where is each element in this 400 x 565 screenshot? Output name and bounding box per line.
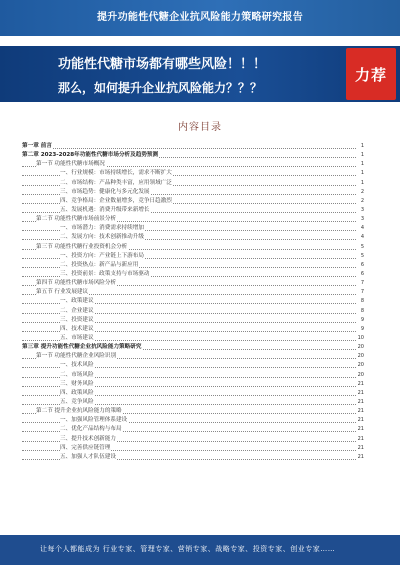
toc-entry-label: 一、政策建议 <box>60 298 94 305</box>
toc-entry-page: 21 <box>357 435 364 442</box>
toc-entry-page: 21 <box>357 417 364 424</box>
toc-entry-label: 一、加强风险管理体系建设 <box>60 417 128 424</box>
toc-entry-page: 6 <box>360 261 364 268</box>
toc-entry[interactable] <box>22 316 364 325</box>
toc-entry[interactable] <box>22 179 364 188</box>
toc-entry[interactable] <box>22 325 364 334</box>
toc-entry[interactable] <box>22 334 364 343</box>
toc-entry-label: 第二节 功能性代糖市场前景分析 <box>36 216 117 223</box>
toc-entry-page: 21 <box>357 408 364 415</box>
toc-entry[interactable] <box>22 270 364 279</box>
toc-entry[interactable] <box>22 243 364 252</box>
toc-entry[interactable] <box>22 444 364 453</box>
toc-entry-label: 五、发展机遇：消费升级带来新增长 <box>60 206 150 213</box>
toc-entry[interactable] <box>22 371 364 380</box>
toc-entry-label: 二、发展方向：技术创新推动升级 <box>60 234 144 241</box>
toc-entry[interactable] <box>22 307 364 316</box>
toc-entry-label: 一、市场潜力：消费需求持续增加 <box>60 225 144 232</box>
toc-entry-page: 7 <box>360 280 364 287</box>
toc-entry-page: 21 <box>357 398 364 405</box>
banner-question: 功能性代糖市场都有哪些风险！！！ <box>58 57 267 72</box>
toc-entry-page: 4 <box>360 225 364 232</box>
toc-entry-page: 1 <box>360 152 364 159</box>
toc-entry-label: 第一节 功能性代糖市场概况 <box>36 161 105 168</box>
toc-entry-label: 三、提升技术创新能力 <box>60 435 116 442</box>
toc-entry[interactable] <box>22 224 364 233</box>
toc-entry[interactable] <box>22 297 364 306</box>
toc-title: 内容目录 <box>178 122 222 133</box>
toc-entry-page: 3 <box>360 216 364 223</box>
toc-entry-label: 二、市场风险 <box>60 371 94 378</box>
toc-entry[interactable] <box>22 142 364 151</box>
toc-entry-page: 5 <box>360 252 364 259</box>
toc-entry-page: 1 <box>360 179 364 186</box>
toc-entry-label: 二、市场结构：产品种类丰富，应用领域广泛 <box>60 179 172 186</box>
toc-entry-label: 四、技术建议 <box>60 325 94 332</box>
toc-entry-label: 四、竞争格局：企业数量增多，竞争日趋激烈 <box>60 197 172 204</box>
toc-entry-label: 第五节 行业发展建议 <box>36 289 89 296</box>
toc-entry[interactable] <box>22 435 364 444</box>
toc-entry[interactable] <box>22 233 364 242</box>
toc-entry-label: 五、市场建议 <box>60 334 94 341</box>
toc-entry[interactable] <box>22 160 364 169</box>
table-of-contents <box>22 142 364 462</box>
toc-entry-page: 10 <box>357 334 364 341</box>
toc-entry[interactable] <box>22 215 364 224</box>
toc-entry[interactable] <box>22 169 364 178</box>
toc-entry[interactable] <box>22 261 364 270</box>
toc-entry-label: 第四节 功能性代糖市场风险分析 <box>36 280 117 287</box>
toc-entry-page: 21 <box>357 453 364 460</box>
toc-entry-label: 四、政策风险 <box>60 389 94 396</box>
toc-entry[interactable] <box>22 188 364 197</box>
toc-entry-page: 6 <box>360 270 364 277</box>
toc-entry-page: 21 <box>357 380 364 387</box>
toc-entry-page: 20 <box>357 353 364 360</box>
toc-entry-label: 二、投资热点：新产品与新应用 <box>60 261 139 268</box>
toc-entry[interactable] <box>22 380 364 389</box>
toc-entry-label: 三、投资前景：政策支持与市场驱动 <box>60 270 150 277</box>
promo-banner <box>0 46 400 102</box>
toc-entry-page: 9 <box>360 325 364 332</box>
toc-entry[interactable] <box>22 288 364 297</box>
toc-entry-page: 21 <box>357 426 364 433</box>
toc-entry-label: 四、完善供应链管理 <box>60 444 111 451</box>
toc-entry-page: 4 <box>360 234 364 241</box>
toc-entry[interactable] <box>22 151 364 160</box>
toc-entry-page: 1 <box>360 170 364 177</box>
toc-entry[interactable] <box>22 252 364 261</box>
toc-entry[interactable] <box>22 197 364 206</box>
toc-entry-page: 2 <box>360 197 364 204</box>
toc-entry-label: 第一节 功能性代糖企业风险识别 <box>36 353 117 360</box>
toc-entry-page: 5 <box>360 243 364 250</box>
toc-entry-label: 第三章 提升功能性代糖企业抗风险能力策略研究 <box>22 344 142 351</box>
toc-entry[interactable] <box>22 343 364 352</box>
footer-band <box>0 535 400 565</box>
footer-slogan: 让每个人都能成为 行业专家、管理专家、营销专家、战略专家、投资专家、创业专家…… <box>40 545 336 553</box>
toc-entry[interactable] <box>22 361 364 370</box>
toc-entry-page: 7 <box>360 289 364 296</box>
toc-entry-label: 第三节 功能性代糖行业投资机会分析 <box>36 243 128 250</box>
toc-entry-label: 一、技术风险 <box>60 362 94 369</box>
toc-entry-label: 三、财务风险 <box>60 380 94 387</box>
toc-entry-label: 二、企业建议 <box>60 307 94 314</box>
toc-entry-label: 第二章 2023-2028年功能性代糖市场分析及趋势预测 <box>22 152 159 159</box>
toc-entry-label: 三、市场趋势：健康化与多元化发展 <box>60 188 150 195</box>
toc-entry[interactable] <box>22 389 364 398</box>
brand-logo: 力荐 <box>346 48 396 100</box>
toc-entry-label: 三、投资建议 <box>60 316 94 323</box>
toc-entry-label: 二、优化产品结构与布局 <box>60 426 122 433</box>
toc-entry-page: 20 <box>357 371 364 378</box>
toc-entry-page: 1 <box>360 161 364 168</box>
toc-entry[interactable] <box>22 398 364 407</box>
toc-entry-page: 21 <box>357 389 364 396</box>
toc-entry-page: 21 <box>357 444 364 451</box>
toc-entry-page: 1 <box>360 143 364 149</box>
toc-entry-label: 第一章 前言 <box>22 143 52 149</box>
toc-entry-label: 五、加强人才队伍建设 <box>60 453 116 460</box>
toc-entry-page: 20 <box>357 362 364 369</box>
toc-entry[interactable] <box>22 416 364 425</box>
toc-entry[interactable] <box>22 279 364 288</box>
toc-entry-label: 一、行业规模：市场持续增长，需求不断扩大 <box>60 170 172 177</box>
toc-entry-page: 9 <box>360 316 364 323</box>
toc-entry[interactable] <box>22 407 364 416</box>
toc-entry-page: 2 <box>360 188 364 195</box>
toc-entry-label: 第二节 提升企业抗风险能力的策略 <box>36 408 122 415</box>
report-title: 提升功能性代糖企业抗风险能力策略研究报告 <box>97 12 303 23</box>
banner-subquestion: 那么，如何提升企业抗风险能力？？？ <box>58 81 263 95</box>
toc-entry-page: 20 <box>357 344 364 351</box>
top-header-band <box>0 0 400 36</box>
toc-entry-label: 五、竞争风险 <box>60 398 94 405</box>
toc-entry[interactable] <box>22 425 364 434</box>
toc-entry-label: 一、投资方向：产业链上下游布局 <box>60 252 144 259</box>
toc-entry-page: 8 <box>360 298 364 305</box>
toc-entry-page: 3 <box>360 206 364 213</box>
toc-entry[interactable] <box>22 453 364 462</box>
toc-entry[interactable] <box>22 352 364 361</box>
toc-leader-dots <box>22 148 356 149</box>
toc-entry[interactable] <box>22 206 364 215</box>
toc-entry-page: 8 <box>360 307 364 314</box>
